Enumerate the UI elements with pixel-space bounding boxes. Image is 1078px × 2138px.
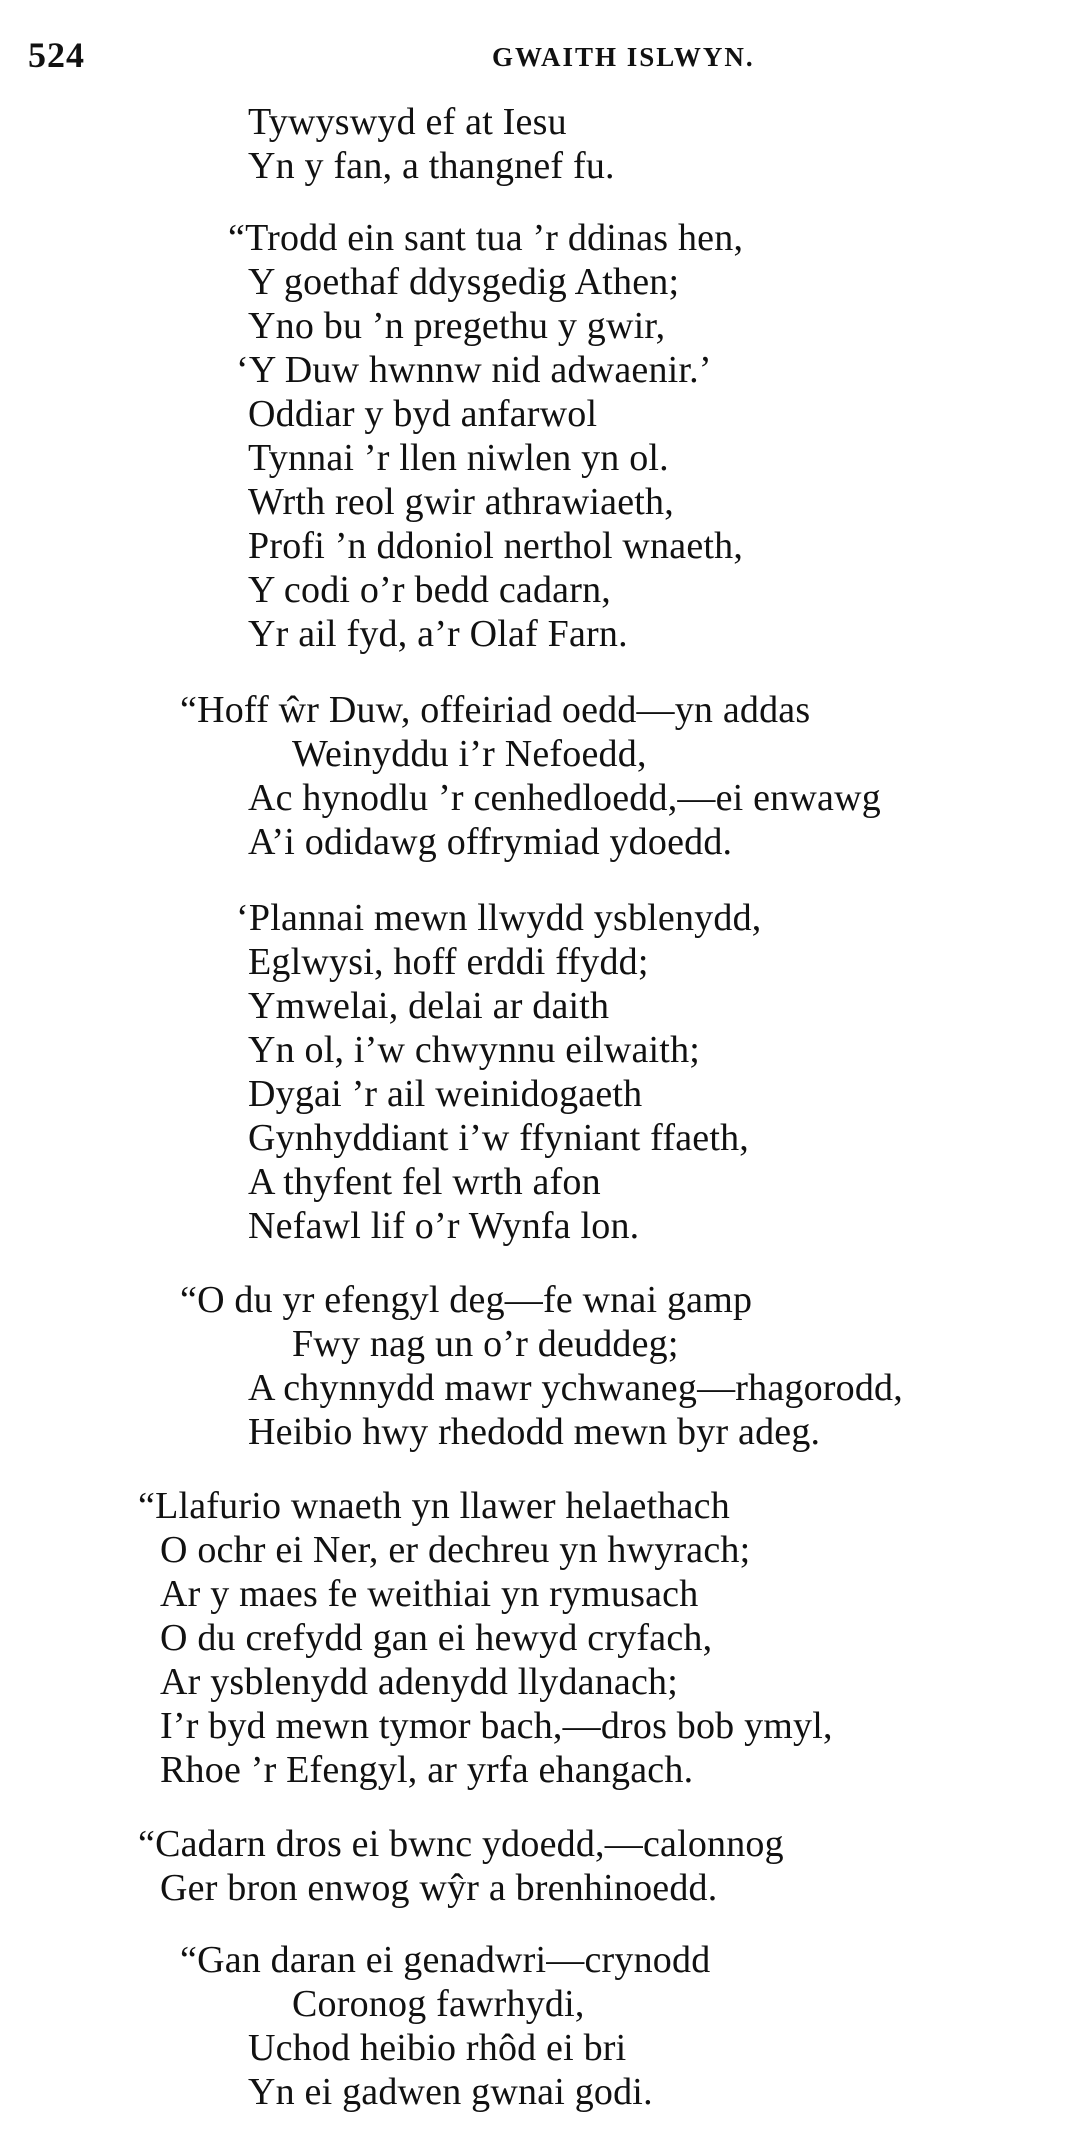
poem-line: Profi ’n ddoniol nerthol wnaeth, — [248, 525, 744, 567]
poem-line: Heibio hwy rhedodd mewn byr adeg. — [248, 1411, 821, 1453]
page-number: 524 — [28, 35, 85, 75]
poem-line: “Trodd ein sant tua ’r ddinas hen, — [228, 217, 744, 259]
running-title: GWAITH ISLWYN. — [492, 42, 755, 72]
poem-line: O ochr ei Ner, er dechreu yn hwyrach; — [160, 1529, 751, 1571]
poem-line: Coronog fawrhydi, — [292, 1983, 585, 2025]
poem-line: Wrth reol gwir athrawiaeth, — [248, 481, 674, 523]
poem-line: Ger bron enwog wŷr a brenhinoedd. — [160, 1867, 718, 1909]
poem-line: A chynnydd mawr ychwaneg—rhagorodd, — [248, 1367, 903, 1409]
poem-line: Weinyddu i’r Nefoedd, — [292, 733, 647, 775]
poem-line: A’i odidawg offrymiad ydoedd. — [248, 821, 733, 863]
poem-line: Nefawl lif o’r Wynfa lon. — [248, 1205, 640, 1247]
poem-line: Dygai ’r ail weinidogaeth — [248, 1073, 643, 1115]
poem-line: I’r byd mewn tymor bach,—dros bob ymyl, — [160, 1705, 833, 1747]
poem-line: ‘Y Duw hwnnw nid adwaenir.’ — [236, 349, 712, 391]
poem-line: Ar y maes fe weithiai yn rymusach — [160, 1573, 699, 1615]
poem-line: Fwy nag un o’r deuddeg; — [292, 1323, 679, 1365]
poem-line: “Llafurio wnaeth yn llawer helaethach — [138, 1485, 730, 1527]
poem-line: Uchod heibio rhôd ei bri — [248, 2027, 627, 2069]
poem-line: “Hoff ŵr Duw, offeiriad oedd—yn addas — [180, 689, 811, 731]
poem-line: “Cadarn dros ei bwnc ydoedd,—calonnog — [138, 1823, 784, 1865]
poem-line: Tywyswyd ef at Iesu — [248, 101, 567, 143]
poem-line: A thyfent fel wrth afon — [248, 1161, 601, 1203]
poem-line: O du crefydd gan ei hewyd cryfach, — [160, 1617, 713, 1659]
poem-line: Eglwysi, hoff erddi ffydd; — [248, 941, 649, 983]
poem-line: Y codi o’r bedd cadarn, — [248, 569, 611, 611]
poem-line: Yn ei gadwen gwnai godi. — [248, 2071, 653, 2113]
poem-line: Ymwelai, delai ar daith — [248, 985, 610, 1027]
poem-line: Yr ail fyd, a’r Olaf Farn. — [248, 613, 628, 655]
poem-line: Ar ysblenydd adenydd llydanach; — [160, 1661, 679, 1703]
poem-line: Rhoe ’r Efengyl, ar yrfa ehangach. — [160, 1749, 694, 1791]
poem-line: “Gan daran ei genadwri—crynodd — [180, 1939, 711, 1981]
poem-line: “O du yr efengyl deg—fe wnai gamp — [180, 1279, 753, 1321]
poem-line: Yn y fan, a thangnef fu. — [248, 145, 615, 187]
poem-line: Yn ol, i’w chwynnu eilwaith; — [248, 1029, 701, 1071]
poem-line: Y goethaf ddysgedig Athen; — [248, 261, 680, 303]
poem-line: Gynhyddiant i’w ffyniant ffaeth, — [248, 1117, 749, 1159]
poem-line: Ac hynodlu ’r cenhedloedd,—ei enwawg — [248, 777, 881, 819]
poem-line: Oddiar y byd anfarwol — [248, 393, 598, 435]
poem-line: Yno bu ’n pregethu y gwir, — [248, 305, 666, 347]
poem-line: Tynnai ’r llen niwlen yn ol. — [248, 437, 669, 479]
poem-line: ‘Plannai mewn llwydd ysblenydd, — [236, 897, 762, 939]
